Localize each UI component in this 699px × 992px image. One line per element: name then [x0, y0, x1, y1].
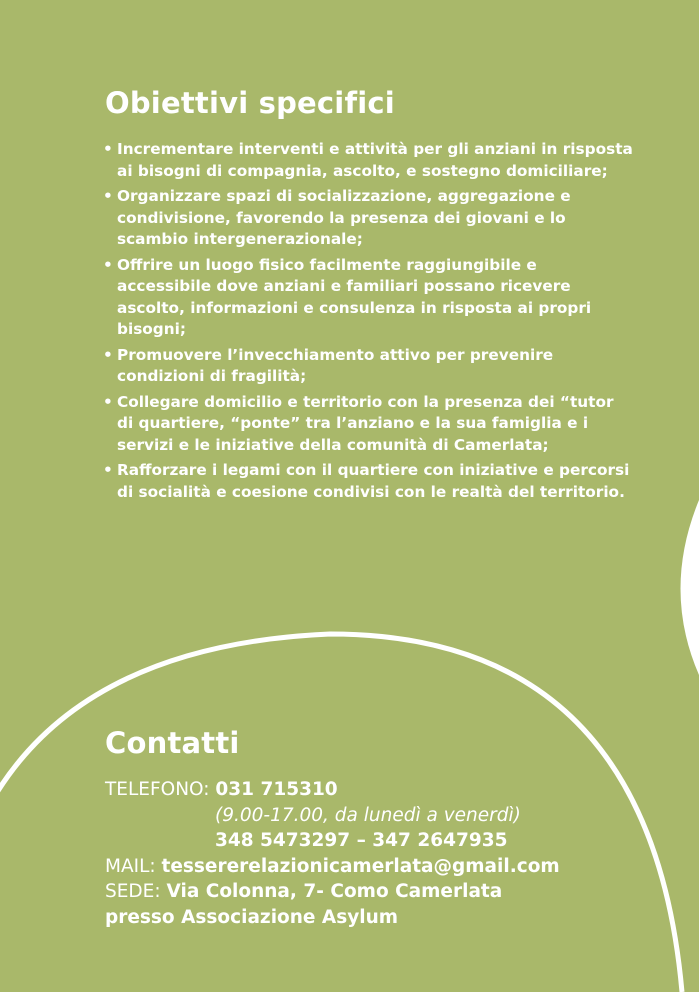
- phone-hours: (9.00-17.00, da lunedì a venerdì): [215, 804, 521, 826]
- list-item: • Rafforzare i legami con il quartiere con iniziative e percorsi di socialità e coesione condivisi con le realtà del territorio.: [103, 461, 630, 501]
- list-item: • Incrementare interventi e attività per gli anziani in risposta ai bisogni di compagnia, ascolto, e sostegno domiciliare;: [103, 140, 633, 180]
- contacts-block: [105, 777, 665, 930]
- bullet-icon: •: [103, 345, 113, 364]
- phone-label: TELEFONO:: [105, 779, 210, 800]
- bullet-icon: •: [103, 187, 113, 205]
- list-item: • Collegare domicilio e territorio con la presenza dei “tutor di quartiere, “ponte” tra l’anziano e la sua famiglia e i servizi e le iniziative della comunità di Camerlata;: [103, 392, 614, 454]
- contacts-heading: Contatti: [105, 726, 240, 760]
- phone-row: [105, 777, 665, 803]
- list-item: • Promuovere l’invecchiamento attivo per prevenire condizioni di fragilità;: [103, 345, 554, 385]
- mail-row: [105, 854, 665, 880]
- objectives-list: [103, 139, 633, 507]
- bullet-icon: •: [103, 140, 113, 158]
- office-row: [105, 879, 665, 905]
- bullet-icon: •: [103, 255, 113, 274]
- phone-mobile-row: [105, 828, 665, 854]
- phone-mobile: 348 5473297 – 347 2647935: [215, 830, 508, 851]
- right-edge-circle-decoration: [681, 500, 699, 675]
- bullet-icon: •: [103, 461, 113, 479]
- office-label: SEDE:: [105, 881, 161, 902]
- mail-label: MAIL:: [105, 855, 156, 877]
- objectives-heading: Obiettivi specifici: [105, 86, 395, 120]
- bullet-icon: •: [103, 392, 113, 411]
- office-address: Via Colonna, 7- Como Camerlata: [166, 881, 503, 902]
- office-location: presso Associazione Asylum: [105, 906, 399, 928]
- list-item: • Offrire un luogo fisico facilmente raggiungibile e accessibile dove anziani e familiari possano ricevere ascolto, informazioni e consulenza in risposta ai propri bisogni;: [103, 255, 592, 338]
- mail-value: tessererelazionicamerlata@gmail.com: [161, 855, 560, 877]
- office-location-row: [105, 905, 665, 931]
- list-item: • Organizzare spazi di socializzazione, aggregazione e condivisione, favorendo la presenza dei giovani e lo scambio intergenerazionale;: [103, 187, 571, 248]
- phone-main: 031 715310: [215, 779, 338, 800]
- phone-hours-row: [105, 803, 665, 829]
